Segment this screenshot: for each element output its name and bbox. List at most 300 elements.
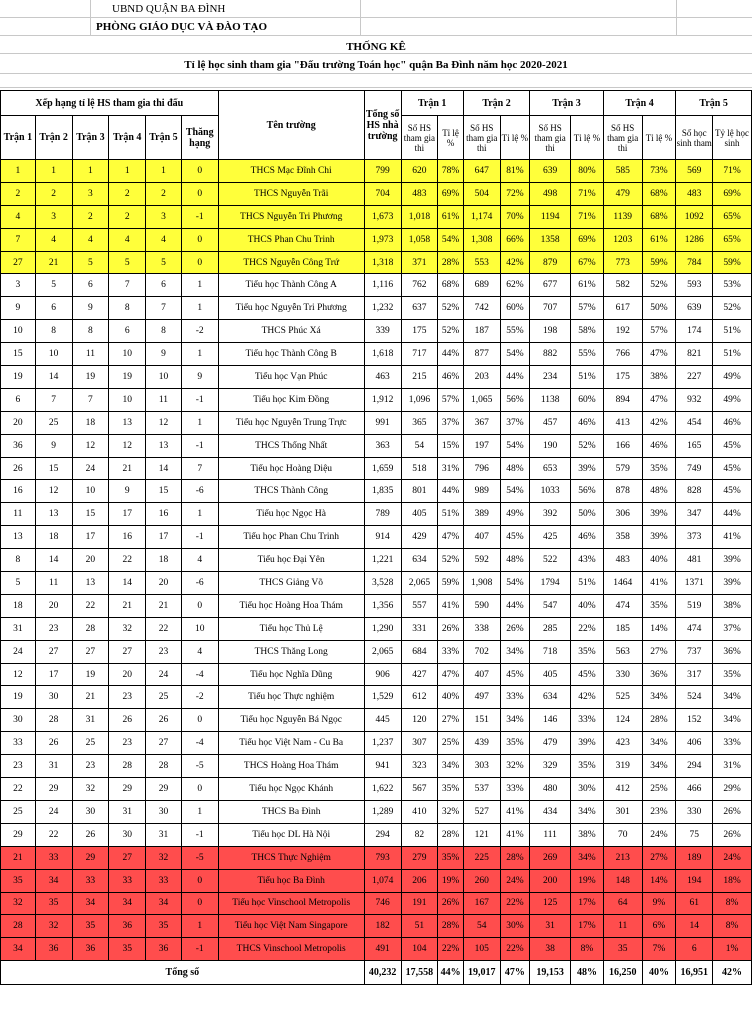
totals-cell: 47% [500, 961, 530, 985]
participant-count-cell: 2,065 [401, 572, 438, 595]
participant-percent-cell: 67% [571, 251, 604, 274]
rank-cell: 30 [72, 800, 109, 823]
table-row [1, 709, 752, 732]
total-students-cell: 906 [364, 663, 401, 686]
rank-cell: 36 [1, 434, 36, 457]
participant-percent-cell: 61% [571, 274, 604, 297]
school-name-cell: Tiểu học Việt Nam - Cu Ba [218, 732, 364, 755]
count-header: Số học sinh tham [676, 116, 713, 160]
participant-percent-cell: 41% [500, 800, 530, 823]
participant-percent-cell: 48% [500, 549, 530, 572]
rank-change-cell: 10 [181, 617, 218, 640]
rank-cell: 11 [72, 343, 109, 366]
participant-percent-cell: 35% [642, 457, 676, 480]
participant-count-cell: 474 [676, 617, 713, 640]
participant-percent-cell: 43% [571, 549, 604, 572]
participant-count-cell: 31 [530, 915, 571, 938]
school-name-cell: Tiểu học Thành Công A [218, 274, 364, 297]
rank-cell: 9 [146, 343, 182, 366]
participant-count-cell: 1,065 [463, 388, 500, 411]
participant-percent-cell: 45% [713, 480, 752, 503]
participant-percent-cell: 28% [642, 709, 676, 732]
rank-cell: 23 [72, 755, 109, 778]
participant-percent-cell: 65% [713, 228, 752, 251]
participant-count-cell: 717 [401, 343, 438, 366]
participant-percent-cell: 39% [642, 503, 676, 526]
participant-count-cell: 1194 [530, 205, 571, 228]
participant-percent-cell: 55% [571, 343, 604, 366]
participant-percent-cell: 45% [500, 663, 530, 686]
rank-cell: 19 [1, 366, 36, 389]
table-row [1, 205, 752, 228]
participant-count-cell: 392 [530, 503, 571, 526]
participant-percent-cell: 49% [500, 503, 530, 526]
total-students-cell: 445 [364, 709, 401, 732]
rank-cell: 33 [109, 869, 146, 892]
round-header: Trận 1 [401, 91, 463, 116]
rank-cell: 36 [146, 938, 182, 961]
rank-change-cell: -1 [181, 434, 218, 457]
table-row [1, 686, 752, 709]
participant-count-cell: 279 [401, 846, 438, 869]
rank-cell: 13 [146, 434, 182, 457]
participant-percent-cell: 35% [438, 778, 464, 801]
total-students-cell: 363 [364, 434, 401, 457]
rank-cell: 1 [146, 160, 182, 183]
table-row [1, 388, 752, 411]
rank-cell: 24 [146, 663, 182, 686]
rank-cell: 14 [146, 457, 182, 480]
rank-cell: 5 [35, 274, 72, 297]
rank-cell: 7 [1, 228, 36, 251]
participant-count-cell: 407 [463, 663, 500, 686]
rank-change-cell: 1 [181, 411, 218, 434]
participant-percent-cell: 56% [500, 388, 530, 411]
rank-cell: 23 [1, 755, 36, 778]
rank-cell: 29 [35, 778, 72, 801]
rank-cell: 21 [35, 251, 72, 274]
rank-cell: 22 [109, 549, 146, 572]
rank-cell: 1 [35, 160, 72, 183]
participant-percent-cell: 1% [713, 938, 752, 961]
participant-percent-cell: 48% [500, 457, 530, 480]
participant-percent-cell: 58% [571, 320, 604, 343]
participant-percent-cell: 30% [571, 778, 604, 801]
rank-cell: 23 [146, 640, 182, 663]
participant-count-cell: 407 [463, 526, 500, 549]
page-title: THỐNG KÊ [346, 41, 406, 53]
rank-cell: 10 [109, 343, 146, 366]
page-subtitle: Tỉ lệ học sinh tham gia "Đấu trường Toán học" quận Ba Đình năm học 2020-2021 [184, 59, 568, 71]
participant-count-cell: 225 [463, 846, 500, 869]
participant-count-cell: 434 [530, 800, 571, 823]
total-students-cell: 1,659 [364, 457, 401, 480]
participant-count-cell: 590 [463, 594, 500, 617]
count-header: Số HS tham gia thi [530, 116, 571, 160]
rank-col-header: Trận 4 [109, 116, 146, 160]
participant-count-cell: 525 [603, 686, 642, 709]
rank-cell: 8 [146, 320, 182, 343]
participant-percent-cell: 45% [713, 457, 752, 480]
school-name-cell: THCS Mạc Đĩnh Chi [218, 160, 364, 183]
rank-cell: 31 [72, 709, 109, 732]
rank-cell: 4 [146, 228, 182, 251]
participant-percent-cell: 61% [642, 228, 676, 251]
total-students-cell: 1,673 [364, 205, 401, 228]
participant-count-cell: 301 [603, 800, 642, 823]
rank-cell: 34 [146, 892, 182, 915]
participant-percent-cell: 34% [713, 709, 752, 732]
table-row [1, 251, 752, 274]
rank-cell: 12 [1, 663, 36, 686]
participant-percent-cell: 22% [571, 617, 604, 640]
participant-percent-cell: 72% [500, 182, 530, 205]
participant-count-cell: 152 [676, 709, 713, 732]
participant-percent-cell: 46% [642, 434, 676, 457]
participant-count-cell: 518 [401, 457, 438, 480]
rank-change-cell: -1 [181, 526, 218, 549]
participant-count-cell: 796 [463, 457, 500, 480]
rank-change-cell: 7 [181, 457, 218, 480]
rank-cell: 7 [109, 274, 146, 297]
rank-cell: 4 [109, 228, 146, 251]
rank-cell: 17 [146, 526, 182, 549]
rank-cell: 2 [146, 182, 182, 205]
table-row [1, 503, 752, 526]
participant-count-cell: 191 [401, 892, 438, 915]
school-name-cell: Tiểu học Nghĩa Dũng [218, 663, 364, 686]
rank-cell: 3 [1, 274, 36, 297]
rank-cell: 30 [109, 823, 146, 846]
rank-cell: 1 [109, 160, 146, 183]
participant-count-cell: 227 [676, 366, 713, 389]
participant-percent-cell: 41% [438, 594, 464, 617]
participant-percent-cell: 34% [571, 846, 604, 869]
totals-cell: 40% [642, 961, 676, 985]
rank-cell: 8 [72, 320, 109, 343]
rank-cell: 21 [72, 686, 109, 709]
participant-count-cell: 1203 [603, 228, 642, 251]
rank-cell: 21 [146, 594, 182, 617]
total-students-cell: 1,356 [364, 594, 401, 617]
rank-change-cell: -1 [181, 205, 218, 228]
rank-cell: 25 [146, 686, 182, 709]
total-students-cell: 704 [364, 182, 401, 205]
rank-cell: 7 [35, 388, 72, 411]
rank-cell: 34 [1, 938, 36, 961]
participant-count-cell: 405 [401, 503, 438, 526]
table-row [1, 892, 752, 915]
total-students-cell: 1,618 [364, 343, 401, 366]
total-students-cell: 1,221 [364, 549, 401, 572]
participant-percent-cell: 71% [571, 182, 604, 205]
total-students-cell: 182 [364, 915, 401, 938]
rank-cell: 27 [72, 640, 109, 663]
round-header: Trận 5 [676, 91, 752, 116]
rank-cell: 18 [1, 594, 36, 617]
participant-count-cell: 54 [463, 915, 500, 938]
rank-cell: 10 [109, 388, 146, 411]
participant-count-cell: 547 [530, 594, 571, 617]
rank-cell: 30 [1, 709, 36, 732]
participant-percent-cell: 34% [500, 709, 530, 732]
participant-count-cell: 1033 [530, 480, 571, 503]
participant-percent-cell: 27% [642, 640, 676, 663]
participant-count-cell: 429 [401, 526, 438, 549]
participant-count-cell: 213 [603, 846, 642, 869]
participant-count-cell: 347 [676, 503, 713, 526]
participant-count-cell: 742 [463, 297, 500, 320]
participant-count-cell: 260 [463, 869, 500, 892]
participant-percent-cell: 14% [642, 869, 676, 892]
school-name-cell: Tiểu học Đại Yên [218, 549, 364, 572]
rank-cell: 4 [35, 228, 72, 251]
rank-cell: 15 [1, 343, 36, 366]
rank-cell: 18 [72, 411, 109, 434]
rank-cell: 7 [72, 388, 109, 411]
rank-cell: 28 [72, 617, 109, 640]
participant-count-cell: 307 [401, 732, 438, 755]
school-name-cell: Tiểu học Vạn Phúc [218, 366, 364, 389]
participant-count-cell: 519 [676, 594, 713, 617]
participant-count-cell: 190 [530, 434, 571, 457]
percent-header: Tỉ lệ % [438, 116, 464, 160]
total-students-cell: 1,237 [364, 732, 401, 755]
participant-percent-cell: 69% [571, 228, 604, 251]
rank-cell: 2 [109, 182, 146, 205]
participant-percent-cell: 45% [713, 434, 752, 457]
rank-cell: 21 [109, 457, 146, 480]
participant-percent-cell: 35% [500, 732, 530, 755]
participant-percent-cell: 25% [642, 778, 676, 801]
participant-count-cell: 120 [401, 709, 438, 732]
participant-percent-cell: 73% [642, 160, 676, 183]
participant-count-cell: 82 [401, 823, 438, 846]
participant-percent-cell: 34% [642, 686, 676, 709]
participant-percent-cell: 22% [500, 892, 530, 915]
rank-cell: 13 [109, 411, 146, 434]
rank-cell: 9 [1, 297, 36, 320]
participant-percent-cell: 28% [500, 846, 530, 869]
school-name-cell: Tiểu học Ngọc Khánh [218, 778, 364, 801]
rank-cell: 29 [1, 823, 36, 846]
table-row [1, 182, 752, 205]
rank-cell: 25 [1, 800, 36, 823]
participant-count-cell: 187 [463, 320, 500, 343]
participant-count-cell: 639 [530, 160, 571, 183]
rank-change-cell: 1 [181, 343, 218, 366]
participant-percent-cell: 9% [642, 892, 676, 915]
school-name-cell: THCS Nguyễn Công Trứ [218, 251, 364, 274]
rank-cell: 20 [35, 594, 72, 617]
participant-count-cell: 330 [603, 663, 642, 686]
rank-col-header: Trận 2 [35, 116, 72, 160]
participant-count-cell: 457 [530, 411, 571, 434]
rank-cell: 6 [1, 388, 36, 411]
participant-percent-cell: 49% [713, 366, 752, 389]
participant-count-cell: 104 [401, 938, 438, 961]
table-row [1, 938, 752, 961]
table-row [1, 411, 752, 434]
rank-change-cell: 0 [181, 778, 218, 801]
participant-count-cell: 878 [603, 480, 642, 503]
participant-percent-cell: 54% [500, 480, 530, 503]
rank-cell: 12 [35, 480, 72, 503]
participant-count-cell: 639 [676, 297, 713, 320]
participant-count-cell: 125 [530, 892, 571, 915]
participant-percent-cell: 54% [500, 343, 530, 366]
table-row [1, 732, 752, 755]
participant-count-cell: 319 [603, 755, 642, 778]
rank-cell: 27 [35, 640, 72, 663]
participant-percent-cell: 26% [438, 617, 464, 640]
participant-percent-cell: 57% [571, 297, 604, 320]
rank-cell: 9 [35, 434, 72, 457]
participant-count-cell: 54 [401, 434, 438, 457]
participant-count-cell: 1358 [530, 228, 571, 251]
percent-header: Tỉ lệ % [500, 116, 530, 160]
rank-cell: 17 [35, 663, 72, 686]
participant-count-cell: 612 [401, 686, 438, 709]
total-students-cell: 1,074 [364, 869, 401, 892]
rank-change-cell: -2 [181, 320, 218, 343]
table-row [1, 343, 752, 366]
participant-count-cell: 634 [401, 549, 438, 572]
participant-percent-cell: 32% [500, 755, 530, 778]
rank-cell: 2 [109, 205, 146, 228]
total-students-cell: 1,529 [364, 686, 401, 709]
rank-cell: 4 [1, 205, 36, 228]
rank-cell: 16 [109, 526, 146, 549]
participant-percent-cell: 25% [438, 732, 464, 755]
participant-count-cell: 1092 [676, 205, 713, 228]
participant-count-cell: 634 [530, 686, 571, 709]
rank-cell: 8 [109, 297, 146, 320]
rank-change-cell: 0 [181, 869, 218, 892]
rank-cell: 9 [109, 480, 146, 503]
participant-percent-cell: 8% [713, 892, 752, 915]
participant-count-cell: 269 [530, 846, 571, 869]
participant-percent-cell: 42% [571, 686, 604, 709]
participant-percent-cell: 41% [642, 572, 676, 595]
rank-cell: 29 [146, 778, 182, 801]
participant-percent-cell: 54% [500, 572, 530, 595]
rank-change-cell: 1 [181, 503, 218, 526]
rank-cell: 34 [72, 892, 109, 915]
rank-cell: 4 [72, 228, 109, 251]
school-name-cell: THCS Thăng Long [218, 640, 364, 663]
rank-cell: 32 [146, 846, 182, 869]
total-students-cell: 1,289 [364, 800, 401, 823]
table-row [1, 800, 752, 823]
rank-cell: 24 [1, 640, 36, 663]
participant-count-cell: 1,908 [463, 572, 500, 595]
rank-cell: 35 [109, 938, 146, 961]
rank-col-header: Trận 5 [146, 116, 182, 160]
rank-cell: 5 [1, 572, 36, 595]
rank-cell: 22 [1, 778, 36, 801]
participant-percent-cell: 69% [438, 182, 464, 205]
participant-count-cell: 567 [401, 778, 438, 801]
rank-cell: 34 [35, 869, 72, 892]
participant-percent-cell: 19% [571, 869, 604, 892]
school-name-cell: THCS Phan Chu Trinh [218, 228, 364, 251]
participant-percent-cell: 49% [713, 388, 752, 411]
totals-cell: 16,250 [603, 961, 642, 985]
rank-cell: 20 [146, 572, 182, 595]
participant-percent-cell: 37% [438, 411, 464, 434]
table-row [1, 640, 752, 663]
participant-percent-cell: 35% [642, 594, 676, 617]
participant-count-cell: 592 [463, 549, 500, 572]
participant-percent-cell: 52% [438, 297, 464, 320]
participant-percent-cell: 59% [642, 251, 676, 274]
participant-count-cell: 306 [603, 503, 642, 526]
rank-cell: 26 [109, 709, 146, 732]
school-name-cell: Tiểu học Phan Chu Trinh [218, 526, 364, 549]
rank-cell: 15 [35, 457, 72, 480]
totals-cell: 19,017 [463, 961, 500, 985]
district-name: UBND QUẬN BA ĐÌNH [112, 3, 226, 15]
table-row [1, 526, 752, 549]
rank-cell: 23 [109, 732, 146, 755]
participant-count-cell: 932 [676, 388, 713, 411]
participant-percent-cell: 69% [713, 182, 752, 205]
rank-change-cell: -6 [181, 480, 218, 503]
participant-count-cell: 647 [463, 160, 500, 183]
participant-percent-cell: 24% [500, 869, 530, 892]
participant-count-cell: 557 [401, 594, 438, 617]
rank-cell: 3 [35, 205, 72, 228]
participant-count-cell: 367 [463, 411, 500, 434]
rank-cell: 36 [72, 938, 109, 961]
rank-cell: 11 [146, 388, 182, 411]
rank-cell: 14 [35, 366, 72, 389]
table-row [1, 778, 752, 801]
participant-percent-cell: 68% [438, 274, 464, 297]
participant-percent-cell: 45% [571, 663, 604, 686]
participant-percent-cell: 22% [500, 938, 530, 961]
rank-change-cell: 1 [181, 297, 218, 320]
participant-count-cell: 51 [401, 915, 438, 938]
totals-label: Tổng số [1, 961, 365, 985]
participant-count-cell: 285 [530, 617, 571, 640]
school-name-cell: Tiểu học Ngọc Hà [218, 503, 364, 526]
total-students-cell: 1,318 [364, 251, 401, 274]
participant-count-cell: 773 [603, 251, 642, 274]
participant-count-cell: 617 [603, 297, 642, 320]
participant-count-cell: 689 [463, 274, 500, 297]
rank-cell: 28 [1, 915, 36, 938]
rank-cell: 10 [146, 366, 182, 389]
rank-change-cell: 0 [181, 594, 218, 617]
participant-count-cell: 877 [463, 343, 500, 366]
participant-percent-cell: 50% [571, 503, 604, 526]
total-students-cell: 339 [364, 320, 401, 343]
participant-percent-cell: 51% [571, 572, 604, 595]
rank-cell: 15 [146, 480, 182, 503]
participant-count-cell: 1138 [530, 388, 571, 411]
rank-cell: 30 [35, 686, 72, 709]
total-students-cell: 746 [364, 892, 401, 915]
rank-cell: 18 [146, 549, 182, 572]
participant-count-cell: 894 [603, 388, 642, 411]
rank-cell: 21 [109, 594, 146, 617]
total-students-cell: 2,065 [364, 640, 401, 663]
participant-count-cell: 405 [530, 663, 571, 686]
participant-count-cell: 38 [530, 938, 571, 961]
participant-count-cell: 425 [530, 526, 571, 549]
